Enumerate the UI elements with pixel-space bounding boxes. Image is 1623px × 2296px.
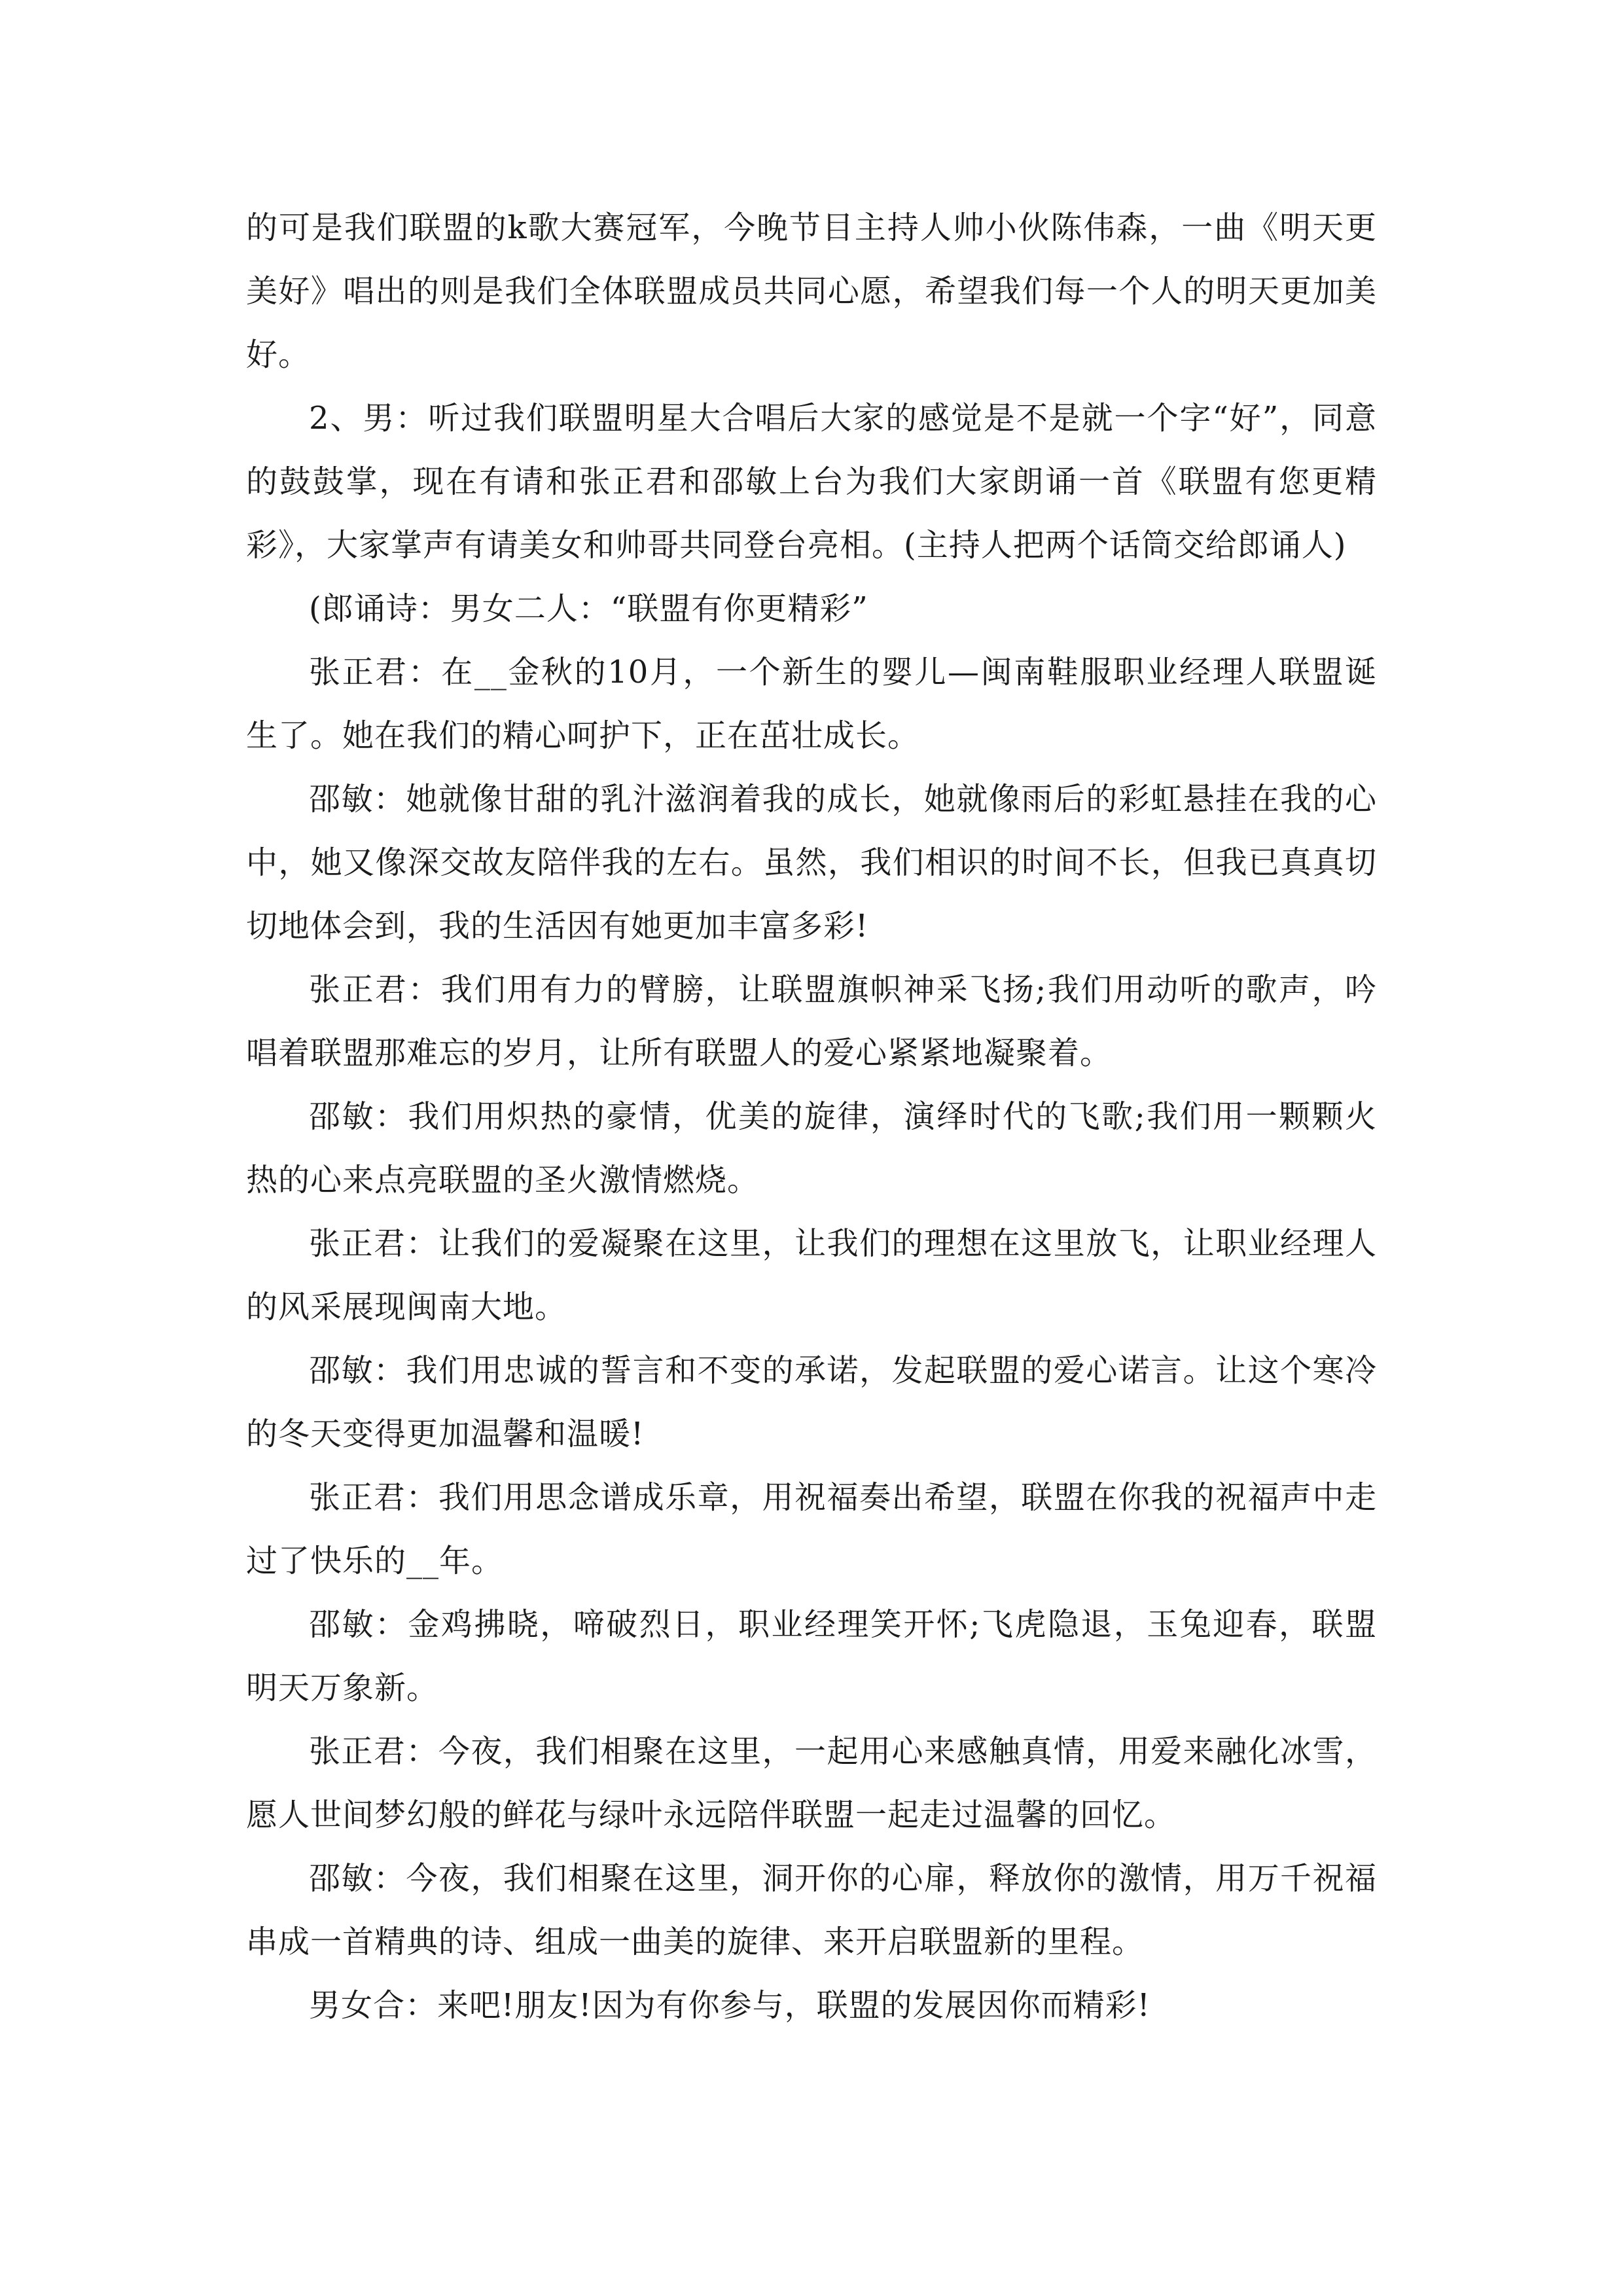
paragraph-13: 邵敏：今夜，我们相聚在这里，洞开你的心扉，释放你的激情，用万千祝福串成一首精典的诗、组成一曲美的旋律、来开启联盟新的里程。 xyxy=(246,1860,1377,1960)
paragraph-1: 的可是我们联盟的k歌大赛冠军，今晚节目主持人帅小伙陈伟森，一曲《明天更美好》唱出的则是我们全体联盟成员共同心愿，希望我们每一个人的明天更加美好。 xyxy=(246,209,1377,373)
paragraph-8: 张正君：让我们的爱凝聚在这里，让我们的理想在这里放飞，让职业经理人的风采展现闽南大地。 xyxy=(246,1225,1377,1325)
document-body xyxy=(246,196,1377,2037)
paragraph-9: 邵敏：我们用忠诚的誓言和不变的承诺，发起联盟的爱心诺言。让这个寒冷的冬天变得更加温馨和温暖! xyxy=(246,1352,1377,1452)
paragraph-10: 张正君：我们用思念谱成乐章，用祝福奏出希望，联盟在你我的祝福声中走过了快乐的__年。 xyxy=(246,1479,1377,1579)
paragraph-14: 男女合：来吧!朋友!因为有你参与，联盟的发展因你而精彩! xyxy=(309,1987,1150,2024)
paragraph-2: 2、男：听过我们联盟明星大合唱后大家的感觉是不是就一个字“好”，同意的鼓鼓掌，现在有请和张正君和邵敏上台为我们大家朗诵一首《联盟有您更精彩》，大家掌声有请美女和帅哥共同登台亮相。(主持人把两个话筒交给郎诵人) xyxy=(246,400,1377,564)
paragraph-4: 张正君：在__金秋的10月，一个新生的婴儿—闽南鞋服职业经理人联盟诞生了。她在我们的精心呵护下，正在茁壮成长。 xyxy=(246,654,1377,754)
paragraph-3: (郎诵诗：男女二人：“联盟有你更精彩” xyxy=(309,590,868,627)
paragraph-5: 邵敏：她就像甘甜的乳汁滋润着我的成长，她就像雨后的彩虹悬挂在我的心中，她又像深交故友陪伴我的左右。虽然，我们相识的时间不长，但我已真真切切地体会到，我的生活因有她更加丰富多彩! xyxy=(246,781,1377,944)
paragraph-6: 张正君：我们用有力的臂膀，让联盟旗帜神采飞扬;我们用动听的歌声，吟唱着联盟那难忘的岁月，让所有联盟人的爱心紧紧地凝聚着。 xyxy=(246,971,1377,1071)
paragraph-11: 邵敏：金鸡拂晓，啼破烈日，职业经理笑开怀;飞虎隐退，玉兔迎春，联盟明天万象新。 xyxy=(246,1606,1377,1706)
paragraph-7: 邵敏：我们用炽热的豪情，优美的旋律，演绎时代的飞歌;我们用一颗颗火热的心来点亮联盟的圣火激情燃烧。 xyxy=(246,1098,1377,1198)
paragraph-12: 张正君：今夜，我们相聚在这里，一起用心来感触真情，用爱来融化冰雪，愿人世间梦幻般的鲜花与绿叶永远陪伴联盟一起走过温馨的回忆。 xyxy=(246,1733,1377,1833)
